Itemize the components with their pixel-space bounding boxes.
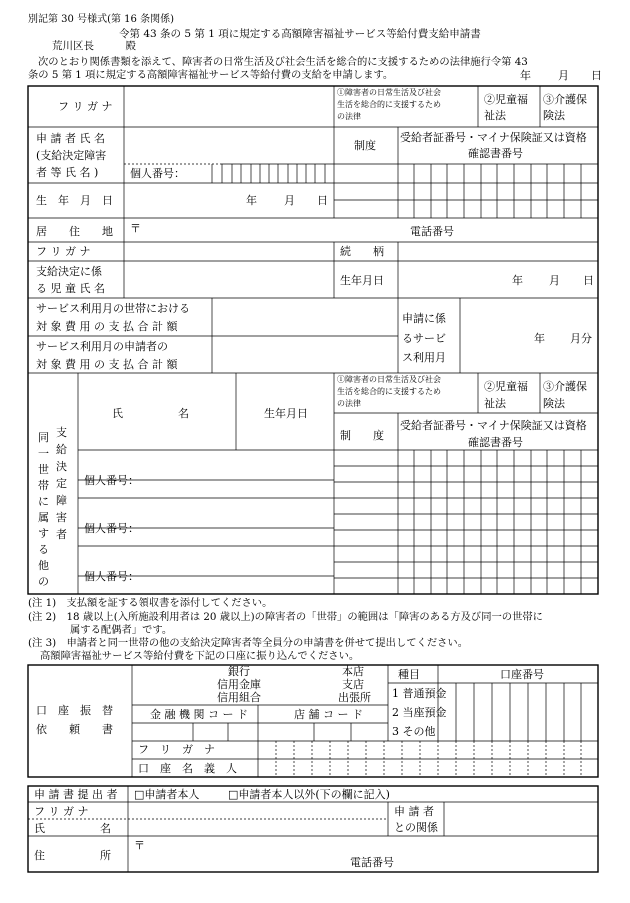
applicant-cost-label: 対 象 費 用 の 支 払 合 計 額 <box>36 358 178 371</box>
others-cert-label: 受給者証番号・マイナ保険証又は資格 <box>400 419 587 432</box>
service-month-label: るサービ <box>402 332 446 345</box>
birth-label: 生 年 月 日 <box>36 194 113 207</box>
submitter-postal-mark: 〒 <box>134 839 145 852</box>
birth-year: 年 <box>246 194 257 207</box>
holder-furigana-label: フ リ ガ ナ <box>138 743 215 756</box>
bank-type: 信用組合 <box>217 691 261 704</box>
bank-label: 依 頼 書 <box>36 723 113 736</box>
others-side-label: 支給決定障害者 <box>56 426 67 541</box>
law1-text: 生活を総合的に支援するため <box>337 387 441 396</box>
law1-text: 生活を総合的に支援するため <box>337 100 441 109</box>
law3-text: ③介護保 <box>543 93 587 106</box>
others-personal-number: 個人番号： <box>84 522 139 535</box>
submitter-phone-label: 電話番号 <box>350 856 394 869</box>
submitter-address-label: 住 所 <box>34 849 111 862</box>
intro-line-2: 条の 5 第 1 項に規定する高額障害福祉サービス等給付費の支給を申請します。 <box>28 69 394 81</box>
transfer-request: 高額障害福祉サービス等給付費を下記の口座に振り込んでください。 <box>40 650 360 662</box>
child-name-label: 支給決定に係 <box>36 265 102 278</box>
household-cost-label: 対 象 費 用 の 支 払 合 計 額 <box>36 320 178 333</box>
others-side-label: 同一世帯に属する他の <box>38 431 49 588</box>
branch-type: 本店 <box>342 665 364 678</box>
branch-code-label: 店 舗 コ ー ド <box>294 708 363 721</box>
relation-to-applicant-label: 申 請 者 <box>394 805 434 818</box>
applicant-name-label: (支給決定障害 <box>36 149 107 162</box>
address-label: 居 住 地 <box>36 225 113 238</box>
service-month-label: ス利用月 <box>402 351 446 364</box>
household-cost-label: サービス利用月の世帯における <box>36 302 190 315</box>
branch-type: 出張所 <box>338 691 371 704</box>
service-month: 月分 <box>570 332 592 345</box>
service-year: 年 <box>534 332 545 345</box>
child-day: 日 <box>583 274 594 287</box>
bank-type: 銀行 <box>228 665 250 678</box>
law2-text: 祉法 <box>484 397 506 410</box>
intro-line-1: 次のとおり関係書類を添えて、障害者の日常生活及び社会生活を総合的に支援するための法律施行令第 43 <box>38 56 528 68</box>
others-birth-header: 生年月日 <box>264 407 308 420</box>
applicant-name-label: 申 請 者 氏 名 <box>36 132 105 145</box>
submitter-label: 申 請 書 提 出 者 <box>34 788 118 801</box>
postal-mark: 〒 <box>130 222 141 235</box>
date-month: 月 <box>558 69 569 82</box>
bank-type: 信用金庫 <box>217 678 261 691</box>
form-number: 別記第 30 号様式(第 16 条関係) <box>28 14 174 25</box>
account-kind: 1 普通預金 <box>392 687 447 700</box>
note-2: 属する配偶者」です。 <box>70 624 173 636</box>
child-month: 月 <box>549 274 560 287</box>
law3-text: ③介護保 <box>543 380 587 393</box>
submitter-furigana-label: フ リ ガ ナ <box>34 805 89 818</box>
law1-text: ①障害者の日常生活及び社会 <box>337 375 441 384</box>
account-kind: 2 当座預金 <box>392 706 447 719</box>
account-number-header: 口座番号 <box>500 668 544 681</box>
note-3: (注 3) 申請者と同一世帯の他の支給決定障害者等全員分の申請書を併せて提出してください。 <box>28 637 469 649</box>
account-kind-header: 種目 <box>398 668 420 681</box>
form-title: 令第 43 条の 5 第 1 項に規定する高額障害福祉サービス等給付費支給申請書 <box>119 28 481 40</box>
others-personal-number: 個人番号： <box>84 474 139 487</box>
personal-number-label: 個人番号： <box>130 167 185 180</box>
relation-to-applicant-label: との関係 <box>394 821 438 834</box>
law2-text: ②児童福 <box>484 380 528 393</box>
child-furigana-label: フ リ ガ ナ <box>36 245 91 258</box>
child-name-label: る 児 童 氏 名 <box>36 282 105 295</box>
applicant-furigana-label: フ リ ガ ナ <box>58 100 113 113</box>
addressee: 荒川区長 殿 <box>52 40 136 52</box>
submitter-other-checkbox[interactable]: □申請者本人以外(下の欄に記入) <box>228 788 390 801</box>
child-birth-label: 生年月日 <box>340 274 384 287</box>
date-year: 年 <box>520 69 531 82</box>
bank-label: 口 座 振 替 <box>36 704 113 717</box>
cert-label: 受給者証番号・マイナ保険証又は資格 <box>400 131 587 144</box>
note-2: (注 2) 18 歳以上(入所施設利用者は 20 歳以上)の障害者の「世帯」の範囲は「障害のある方及び同一の世帯に <box>28 611 543 623</box>
law1-text: の法律 <box>337 112 361 121</box>
applicant-cost-label: サービス利用月の申請者の <box>36 340 168 353</box>
account-kind: 3 その他 <box>392 725 436 738</box>
law1-text: の法律 <box>337 399 361 408</box>
law3-text: 険法 <box>543 109 565 122</box>
law3-text: 険法 <box>543 397 565 410</box>
law2-text: ②児童福 <box>484 93 528 106</box>
phone-label: 電話番号 <box>410 225 454 238</box>
law1-text: ①障害者の日常生活及び社会 <box>337 88 441 97</box>
applicant-name-label: 者 等 氏 名 ) <box>36 166 99 179</box>
submitter-name-label: 氏 名 <box>34 822 111 835</box>
birth-day: 日 <box>317 194 328 207</box>
system-label: 制度 <box>354 139 376 152</box>
note-1: (注 1) 支払額を証する領収書を添付してください。 <box>28 597 273 609</box>
institution-code-label: 金 融 機 関 コ ー ド <box>150 708 248 721</box>
others-name-header: 氏 名 <box>112 407 189 420</box>
others-personal-number: 個人番号： <box>84 570 139 583</box>
submitter-self-checkbox[interactable]: □申請者本人 <box>134 788 200 801</box>
others-cert-label: 確認書番号 <box>468 436 523 449</box>
date-day: 日 <box>591 69 602 82</box>
service-month-label: 申請に係 <box>402 312 446 325</box>
cert-label: 確認書番号 <box>468 147 523 160</box>
relation-label: 続 柄 <box>340 245 384 258</box>
others-system-label: 制 度 <box>340 429 384 442</box>
child-year: 年 <box>512 274 523 287</box>
branch-type: 支店 <box>342 678 364 691</box>
law2-text: 祉法 <box>484 109 506 122</box>
holder-label: 口 座 名 義 人 <box>138 762 237 775</box>
birth-month: 月 <box>284 194 295 207</box>
